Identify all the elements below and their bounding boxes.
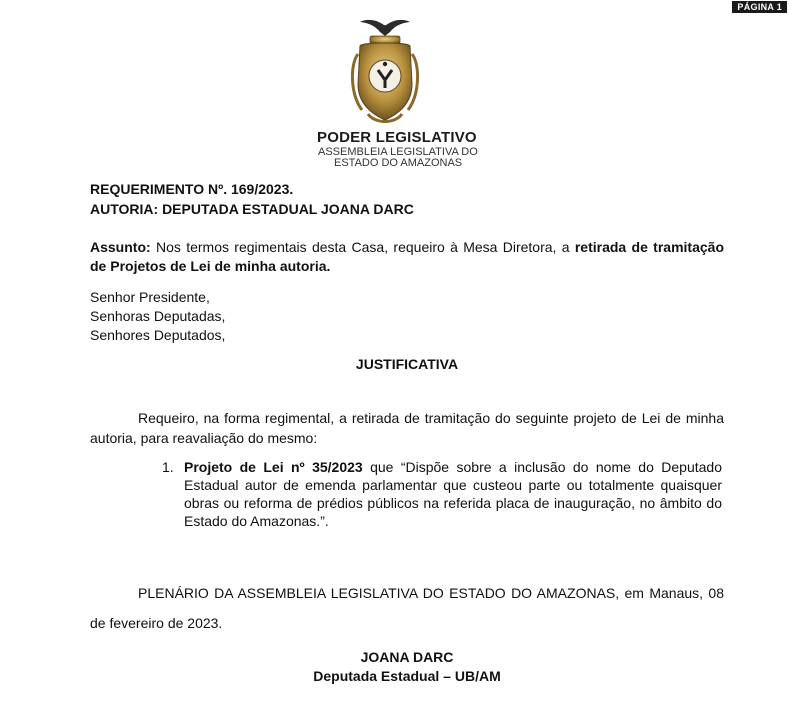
header-subtitle-line1: ASSEMBLEIA LEGISLATIVA DO [318,146,478,158]
assunto-paragraph [90,238,724,276]
closing-paragraph: PLENÁRIO DA ASSEMBLEIA LEGISLATIVA DO ESTADO DO AMAZONAS, em Manaus, 08 de fevereiro de 2023. [90,585,724,631]
salutation-line: Senhores Deputados, [90,327,226,343]
assunto-bold-tail: retirada de tramitação de Projetos de Lei de minha autoria. [90,239,724,274]
institution-header [300,129,500,169]
page-number-badge: PÁGINA 1 [732,1,787,13]
signature-name: JOANA DARC [360,649,454,665]
signature-role: Deputada Estadual – UB/AM [313,668,501,684]
justificativa-paragraph: Requeiro, na forma regimental, a retirada de tramitação do seguinte projeto de Lei de minha autoria, para reavaliação do mesmo: [90,410,724,446]
autoria-line: AUTORIA: DEPUTADA ESTADUAL JOANA DARC [90,201,414,217]
list-item-number: 1. [162,459,174,475]
header-subtitle-line2: ESTADO DO AMAZONAS [334,157,463,169]
salutations [90,288,724,345]
justificativa-heading: JUSTIFICATIVA [355,356,459,372]
list-item [162,458,722,530]
projeto-description: que “Dispõe sobre a inclusão do nome do Deputado Estadual autor de emenda parlamentar que custeou parte ou totalmente quaisquer obras ou reforma de prédios públicos na referida placa de inauguração, no âmbito do Estado do Amazonas.”. [184,459,722,529]
coat-of-arms-emblem [340,14,430,134]
header-title: PODER LEGISLATIVO [317,129,477,146]
assunto-text: Nos termos regimentais desta Casa, requeiro à Mesa Diretora, a [150,239,575,255]
requerimento-number: REQUERIMENTO Nº. 169/2023. [90,181,294,197]
salutation-line: Senhor Presidente, [90,289,210,305]
projeto-title: Projeto de Lei nº 35/2023 [184,459,363,475]
salutation-line: Senhoras Deputadas, [90,308,226,324]
assunto-label: Assunto: [90,239,151,255]
